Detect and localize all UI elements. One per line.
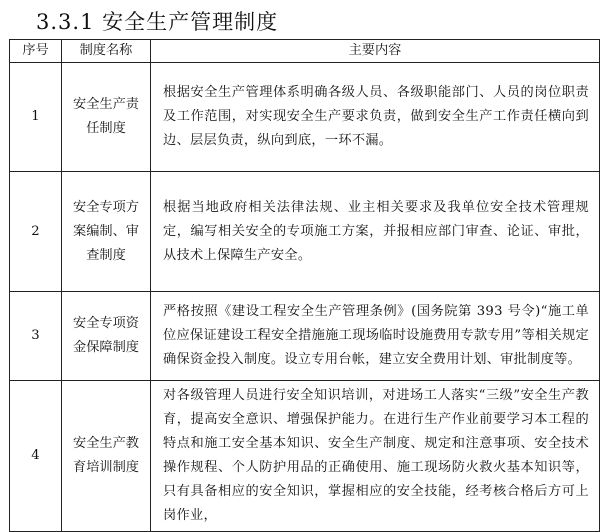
header-main-content: 主要内容 <box>151 40 600 63</box>
row-number: 1 <box>10 63 62 172</box>
header-serial-number: 序号 <box>10 40 62 63</box>
regulation-content: 对各级管理人员进行安全知识培训，对进场工人落实“三级”安全生产教育，提高安全意识、增强保护能力。在进行生产作业前要学习本工程的特点和施工安全基本知识、安全生产制度、规定和注意事项、安全技术操作规程、个人防护用品的正确使用、施工现场防火救火基本知识等，只有具备相应的安全知识，掌握相应的安全技能，经考核合格后方可上岗作业， <box>151 381 600 532</box>
regulation-name: 安全专项资金保障制度 <box>62 292 151 381</box>
table-row <box>10 63 600 172</box>
regulation-content: 根据当地政府相关法律法规、业主相关要求及我单位安全技术管理规定，编写相关安全的专项施工方案，并报相应部门审查、论证、审批，从技术上保障生产安全。 <box>151 172 600 292</box>
table-header-row <box>10 40 600 63</box>
header-regulation-name: 制度名称 <box>62 40 151 63</box>
row-number: 2 <box>10 172 62 292</box>
regulation-name: 安全生产责任制度 <box>62 63 151 172</box>
table-row <box>10 292 600 381</box>
regulation-content: 严格按照《建设工程安全生产管理条例》(国务院第 393 号令)“施工单位应保证建设工程安全措施施工现场临时设施费用专款专用”等相关规定确保资金投入制度。设立专用台帐，建立安全费用计划、审批制度等。 <box>151 292 600 381</box>
table-row <box>10 381 600 532</box>
row-number: 4 <box>10 381 62 532</box>
section-heading: 3.3.1 安全生产管理制度 <box>36 10 279 34</box>
table-row <box>10 172 600 292</box>
regulation-name: 安全生产教育培训制度 <box>62 381 151 532</box>
regulations-table <box>9 39 600 532</box>
regulation-name: 安全专项方案编制、审查制度 <box>62 172 151 292</box>
regulation-content: 根据安全生产管理体系明确各级人员、各级职能部门、人员的岗位职责及工作范围，对实现安全生产要求负责，做到安全生产工作责任横向到边、层层负责，纵向到底，一环不漏。 <box>151 63 600 172</box>
row-number: 3 <box>10 292 62 381</box>
